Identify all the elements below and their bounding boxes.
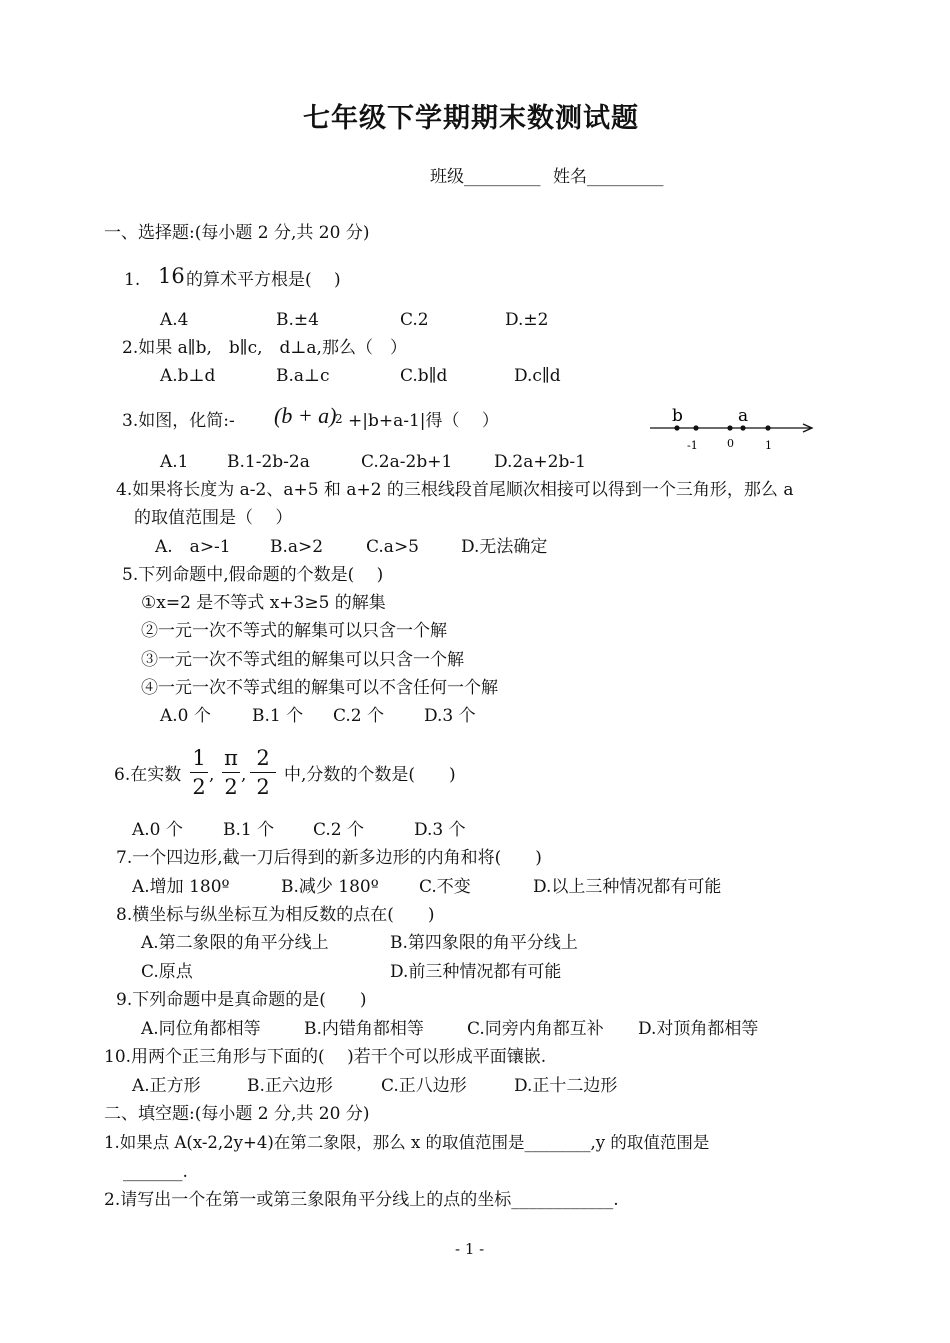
q10-option-c: C.正八边形 bbox=[381, 1076, 467, 1096]
section1-heading: 一、选择题:(每小题 2 分,共 20 分) bbox=[104, 223, 370, 243]
q4-option-c: C.a>5 bbox=[366, 537, 420, 557]
q6-comma-2: , bbox=[241, 765, 247, 785]
q6-fraction-2-numerator: π bbox=[224, 746, 238, 770]
q2-option-c: C.b∥d bbox=[400, 366, 448, 386]
tick-label-minus1: -1 bbox=[687, 439, 698, 452]
q8-option-a: A.第二象限的角平分线上 bbox=[141, 933, 329, 953]
q3-option-a: A.1 bbox=[160, 452, 189, 472]
q5-text: 5.下列命题中,假命题的个数是( ) bbox=[122, 565, 384, 585]
q9-option-b: B.内错角都相等 bbox=[304, 1019, 424, 1039]
tick-label-0: 0 bbox=[727, 437, 734, 450]
q7-text: 7.一个四边形,截一刀后得到的新多边形的内角和将( ) bbox=[116, 848, 542, 868]
q7-option-c: C.不变 bbox=[419, 877, 471, 897]
q4-option-a: A. a>-1 bbox=[155, 537, 231, 557]
q8-option-c: C.原点 bbox=[141, 962, 193, 982]
q6-fraction-2 bbox=[222, 746, 240, 799]
q5-item-4: ④一元一次不等式组的解集可以不含任何一个解 bbox=[141, 678, 498, 698]
q10-text: 10.用两个正三角形与下面的( )若干个可以形成平面镶嵌. bbox=[104, 1047, 547, 1067]
q1-radicand: 16 bbox=[158, 264, 185, 288]
q2-text: 2.如果 a∥b, b∥c, d⊥a,那么（ ） bbox=[122, 338, 407, 358]
section2-heading: 二、填空题:(每小题 2 分,共 20 分) bbox=[104, 1104, 370, 1124]
q8-text: 8.横坐标与纵坐标互为相反数的点在( ) bbox=[116, 905, 435, 925]
q6-prefix: 6.在实数 bbox=[114, 765, 182, 785]
q6-option-b: B.1 个 bbox=[223, 820, 275, 840]
q6-fraction-1-numerator: 1 bbox=[192, 746, 206, 770]
q10-option-d: D.正十二边形 bbox=[514, 1076, 618, 1096]
q3-option-c: C.2a-2b+1 bbox=[361, 452, 453, 472]
q5-item-3: ③一元一次不等式组的解集可以只含一个解 bbox=[141, 650, 464, 670]
fill-q1-line1: 1.如果点 A(x-2,2y+4)在第二象限，那么 x 的取值范围是________,y 的取值范围是 bbox=[104, 1133, 710, 1152]
point-b-dot bbox=[674, 425, 679, 430]
q5-item-1: ①x=2 是不等式 x+3≥5 的解集 bbox=[141, 593, 386, 613]
q3-suffix: +|b+a-1|得（ ） bbox=[348, 411, 499, 431]
fraction-bar bbox=[190, 772, 208, 773]
q1-option-d: D.±2 bbox=[505, 310, 549, 330]
q1-option-b: B.±4 bbox=[276, 310, 319, 330]
q9-option-a: A.同位角都相等 bbox=[141, 1019, 261, 1039]
q5-option-c: C.2 个 bbox=[333, 706, 385, 726]
q6-suffix: 中,分数的个数是( ) bbox=[284, 765, 456, 785]
q9-option-c: C.同旁内角都互补 bbox=[467, 1019, 604, 1039]
q4-text-line2: 的取值范围是（ ） bbox=[134, 508, 293, 528]
q6-fraction-1-denominator: 2 bbox=[192, 775, 206, 799]
tick-1-dot bbox=[765, 425, 770, 430]
q10-option-b: B.正六边形 bbox=[247, 1076, 333, 1096]
q3-option-d: D.2a+2b-1 bbox=[494, 452, 586, 472]
q5-option-d: D.3 个 bbox=[424, 706, 476, 726]
point-b-label: b bbox=[672, 406, 683, 426]
tick-minus1-dot bbox=[693, 425, 698, 430]
class-field-label: 班级_________ bbox=[430, 167, 541, 187]
q6-option-d: D.3 个 bbox=[414, 820, 466, 840]
q6-option-a: A.0 个 bbox=[132, 820, 183, 840]
fill-q1-line2: _______. bbox=[123, 1162, 188, 1182]
q6-fraction-3-denominator: 2 bbox=[256, 775, 270, 799]
tick-label-1: 1 bbox=[765, 439, 772, 452]
point-a-dot bbox=[740, 425, 745, 430]
q8-option-d: D.前三种情况都有可能 bbox=[390, 962, 562, 982]
q6-option-c: C.2 个 bbox=[313, 820, 365, 840]
q4-option-d: D.无法确定 bbox=[461, 537, 548, 557]
tick-0-dot bbox=[727, 425, 732, 430]
q1-option-c: C.2 bbox=[400, 310, 429, 330]
q6-fraction-1 bbox=[190, 746, 208, 799]
q7-option-a: A.增加 180º bbox=[132, 877, 230, 897]
q5-item-2: ②一元一次不等式的解集可以只含一个解 bbox=[141, 621, 447, 641]
q2-option-a: A.b⊥d bbox=[160, 366, 216, 386]
name-field-label: 姓名_________ bbox=[553, 167, 664, 187]
q1-option-a: A.4 bbox=[160, 310, 189, 330]
q3-option-b: B.1-2b-2a bbox=[227, 452, 310, 472]
q3-prefix: 3.如图，化简:- bbox=[122, 411, 235, 431]
page-title: 七年级下学期期末数测试题 bbox=[303, 103, 639, 134]
q9-text: 9.下列命题中是真命题的是( ) bbox=[116, 990, 367, 1010]
q6-comma-1: , bbox=[209, 765, 215, 785]
q4-option-b: B.a>2 bbox=[270, 537, 324, 557]
q7-option-b: B.减少 180º bbox=[281, 877, 379, 897]
q4-text-line1: 4.如果将长度为 a-2、a+5 和 a+2 的三根线段首尾顺次相接可以得到一个三角形，那么 a bbox=[116, 480, 794, 500]
fraction-bar bbox=[222, 772, 240, 773]
point-a-label: a bbox=[738, 406, 749, 426]
q5-option-b: B.1 个 bbox=[252, 706, 304, 726]
q3-exponent: 2 bbox=[335, 412, 343, 426]
q6-fraction-3 bbox=[250, 746, 276, 799]
q9-option-d: D.对顶角都相等 bbox=[638, 1019, 759, 1039]
q2-option-b: B.a⊥c bbox=[276, 366, 330, 386]
q3-radicand: (b + a) bbox=[274, 403, 337, 428]
page-number: - 1 - bbox=[455, 1240, 485, 1258]
q10-option-a: A.正方形 bbox=[132, 1076, 201, 1096]
number-line-figure bbox=[640, 398, 825, 458]
q6-fraction-2-denominator: 2 bbox=[224, 775, 238, 799]
q2-option-d: D.c∥d bbox=[514, 366, 561, 386]
q1-number: 1. bbox=[124, 270, 141, 290]
q7-option-d: D.以上三种情况都有可能 bbox=[533, 877, 722, 897]
fill-q2: 2.请写出一个在第一或第三象限角平分线上的点的坐标____________. bbox=[104, 1190, 619, 1210]
q8-option-b: B.第四象限的角平分线上 bbox=[390, 933, 578, 953]
fraction-bar bbox=[250, 772, 276, 773]
q1-text: 的算术平方根是( ) bbox=[186, 270, 341, 290]
q6-fraction-3-numerator: 2 bbox=[256, 746, 270, 770]
q5-option-a: A.0 个 bbox=[160, 706, 211, 726]
